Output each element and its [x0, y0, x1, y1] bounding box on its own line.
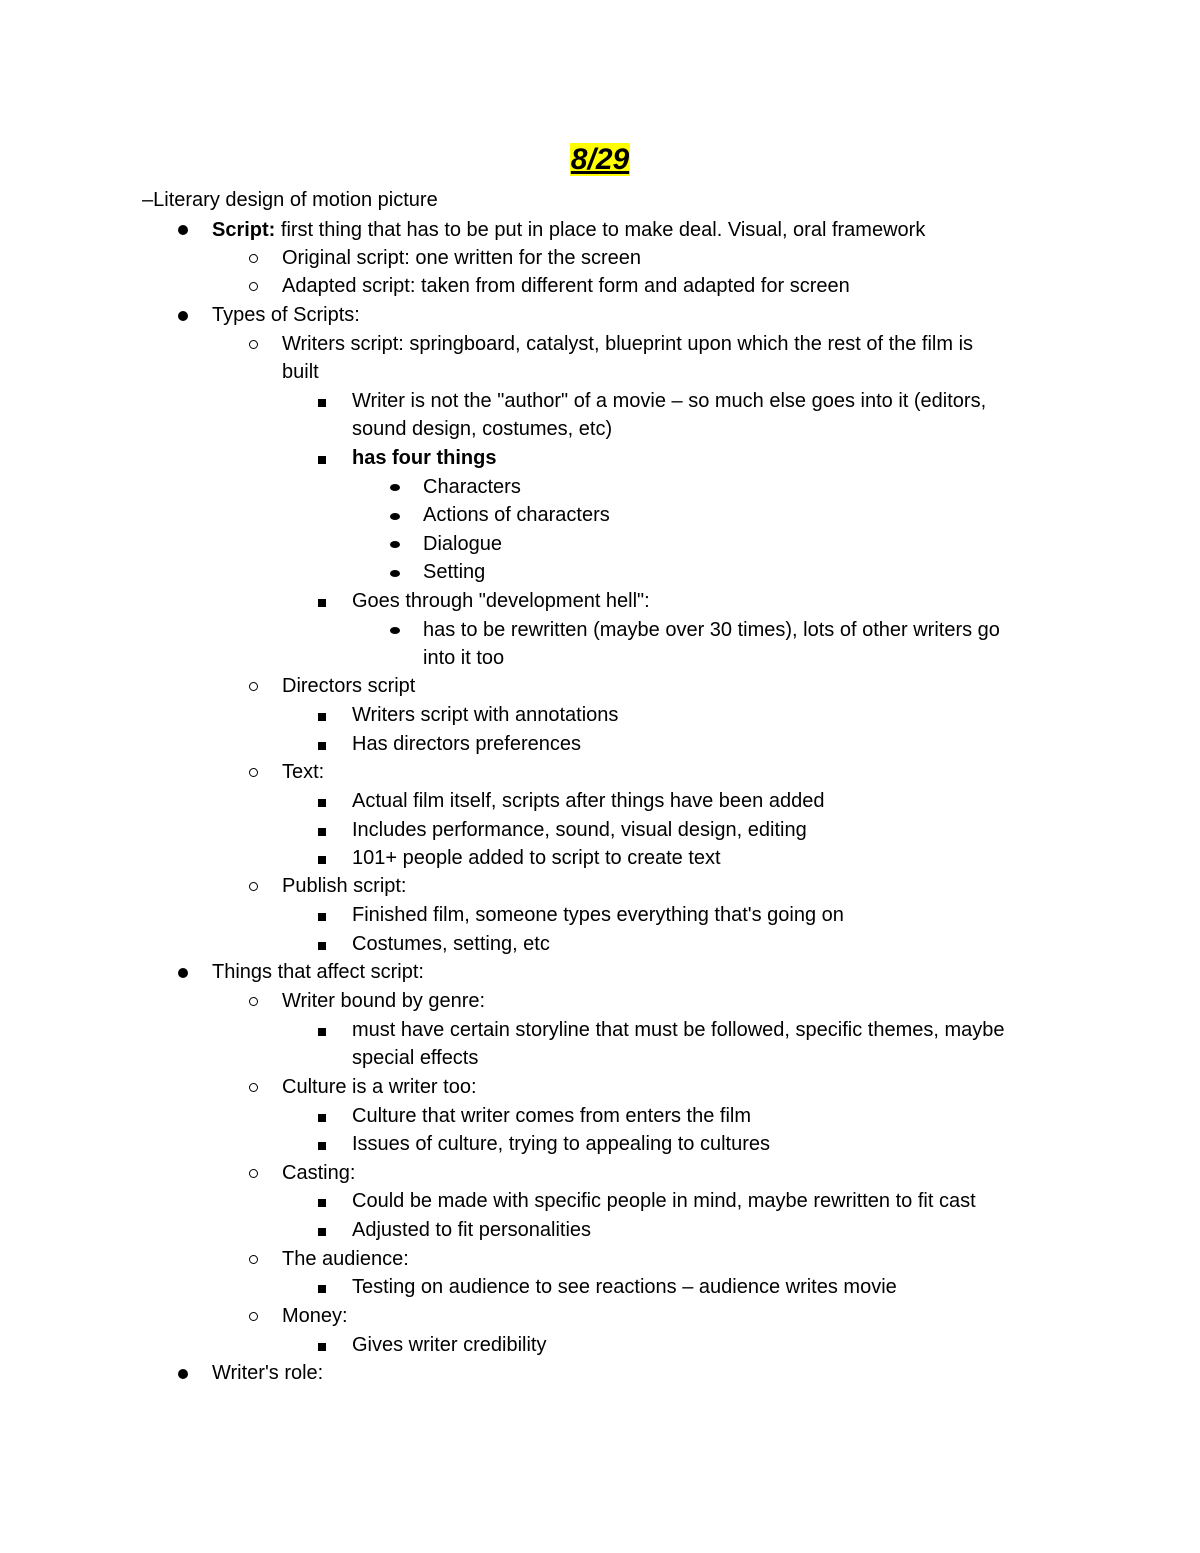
- bullet-circle-icon: [249, 1083, 258, 1092]
- bullet-disc-icon: [178, 968, 188, 978]
- bullet-square-icon: [318, 1142, 326, 1150]
- bullet-dot-icon: [390, 570, 400, 577]
- bullet-disc-icon: [178, 311, 188, 321]
- list-item-writers-script: Writers script: springboard, catalyst, blueprint upon which the rest of the film is: [282, 333, 974, 355]
- list-item-casting: Casting:: [282, 1162, 356, 1184]
- bullet-circle-icon: [249, 997, 258, 1006]
- list-item-genre: Writer bound by genre:: [282, 990, 486, 1012]
- bullet-square-icon: [318, 799, 326, 807]
- bullet-square-icon: [318, 1343, 326, 1351]
- list-item-actions: Actions of characters: [423, 504, 610, 526]
- list-item-dev-hell: Goes through "development hell":: [352, 590, 650, 612]
- list-item-script: [212, 216, 925, 244]
- intro-line: –Literary design of motion picture: [142, 189, 438, 211]
- bullet-dot-icon: [390, 541, 400, 548]
- bullet-square-icon: [318, 1228, 326, 1236]
- bullet-disc-icon: [178, 225, 188, 235]
- bullet-circle-icon: [249, 282, 258, 291]
- list-item-personalities: Adjusted to fit personalities: [352, 1219, 592, 1241]
- list-item-text: Text:: [282, 761, 325, 783]
- list-item-actual-film: Actual film itself, scripts after things have been added: [352, 790, 825, 812]
- list-item-setting: Setting: [423, 561, 486, 583]
- list-item-culture: Culture is a writer too:: [282, 1076, 477, 1098]
- list-item-storyline-cont: special effects: [352, 1047, 479, 1069]
- list-item-original: Original script: one written for the screen: [282, 247, 642, 269]
- list-item-publish: Publish script:: [282, 875, 407, 897]
- list-item-audience: The audience:: [282, 1248, 409, 1270]
- bullet-square-icon: [318, 856, 326, 864]
- bullet-square-icon: [318, 942, 326, 950]
- list-item-rewritten-cont: into it too: [423, 647, 505, 669]
- bullet-circle-icon: [249, 254, 258, 263]
- list-item-specific-people: Could be made with specific people in mind, maybe rewritten to fit cast: [352, 1190, 976, 1212]
- bullet-square-icon: [318, 1114, 326, 1122]
- list-item-credibility: Gives writer credibility: [352, 1334, 547, 1356]
- list-item-author-cont: sound design, costumes, etc): [352, 418, 613, 440]
- list-item-money: Money:: [282, 1305, 348, 1327]
- script-label: Script:: [212, 219, 276, 241]
- list-item-culture-enters: Culture that writer comes from enters the film: [352, 1105, 752, 1127]
- bullet-square-icon: [318, 1199, 326, 1207]
- list-item-rewritten: has to be rewritten (maybe over 30 times), lots of other writers go: [423, 619, 1000, 641]
- list-item-role: Writer's role:: [212, 1362, 324, 1384]
- bullet-square-icon: [318, 742, 326, 750]
- list-item-characters: Characters: [423, 476, 521, 498]
- bullet-circle-icon: [249, 340, 258, 349]
- bullet-square-icon: [318, 399, 326, 407]
- bullet-circle-icon: [249, 1255, 258, 1264]
- list-item-author: Writer is not the "author" of a movie – so much else goes into it (editors,: [352, 390, 987, 412]
- bullet-circle-icon: [249, 1169, 258, 1178]
- list-item-includes: Includes performance, sound, visual design, editing: [352, 819, 807, 841]
- list-item-writers-script-cont: built: [282, 361, 319, 383]
- list-item-preferences: Has directors preferences: [352, 733, 581, 755]
- list-item-testing: Testing on audience to see reactions – audience writes movie: [352, 1276, 897, 1298]
- bullet-square-icon: [318, 828, 326, 836]
- bullet-square-icon: [318, 913, 326, 921]
- bullet-circle-icon: [249, 768, 258, 777]
- list-item-directors: Directors script: [282, 675, 416, 697]
- bullet-square-icon: [318, 1028, 326, 1036]
- list-item-storyline: must have certain storyline that must be followed, specific themes, maybe: [352, 1019, 1005, 1041]
- date-heading: 8/29: [570, 143, 630, 176]
- list-item-affect: Things that affect script:: [212, 961, 424, 983]
- bullet-dot-icon: [390, 513, 400, 520]
- list-item-finished: Finished film, someone types everything that's going on: [352, 904, 844, 926]
- list-item-types: Types of Scripts:: [212, 304, 360, 326]
- list-item-annotations: Writers script with annotations: [352, 704, 619, 726]
- bullet-circle-icon: [249, 1312, 258, 1321]
- bullet-square-icon: [318, 456, 326, 464]
- list-item-people: 101+ people added to script to create text: [352, 847, 721, 869]
- list-item-costumes: Costumes, setting, etc: [352, 933, 550, 955]
- bullet-dot-icon: [390, 484, 400, 491]
- bullet-disc-icon: [178, 1369, 188, 1379]
- script-text: first thing that has to be put in place to make deal. Visual, oral framework: [275, 219, 926, 241]
- page-title: [0, 138, 1200, 182]
- bullet-dot-icon: [390, 627, 400, 634]
- list-item-adapted: Adapted script: taken from different form and adapted for screen: [282, 275, 850, 297]
- list-item-culture-issues: Issues of culture, trying to appealing to cultures: [352, 1133, 771, 1155]
- bullet-circle-icon: [249, 882, 258, 891]
- list-item-dialogue: Dialogue: [423, 533, 502, 555]
- bullet-square-icon: [318, 1285, 326, 1293]
- list-item-four-things: has four things: [352, 447, 497, 469]
- bullet-square-icon: [318, 713, 326, 721]
- bullet-circle-icon: [249, 682, 258, 691]
- bullet-square-icon: [318, 599, 326, 607]
